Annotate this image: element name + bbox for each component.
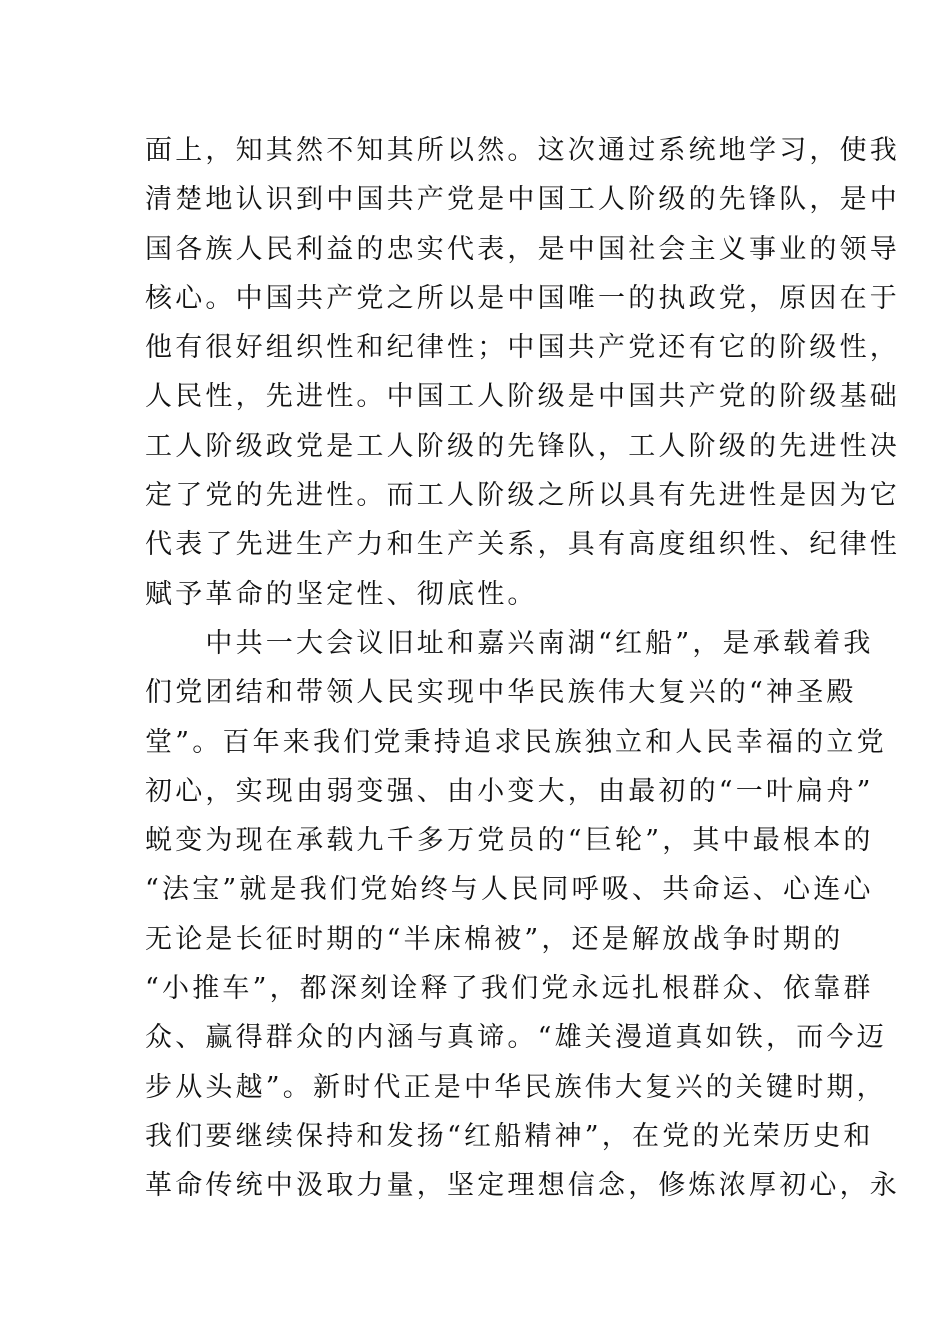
text-line: 们党团结和带领人民实现中华民族伟大复兴的“神圣殿 (145, 677, 857, 709)
text-line: “小推车”，都深刻诠释了我们党永远扎根群众、依靠群 (145, 973, 874, 1005)
text-line: “法宝”就是我们党始终与人民同呼吸、共命运、心连心 (145, 874, 874, 906)
text-line: 革命传统中汲取力量，坚定理想信念，修炼浓厚初心，永 (145, 1170, 900, 1202)
text-line: 步从头越”。新时代正是中华民族伟大复兴的关键时期， (145, 1071, 887, 1103)
text-line: 面上，知其然不知其所以然。这次通过系统地学习，使我 (145, 135, 900, 166)
text-line: 清楚地认识到中国共产党是中国工人阶级的先锋队，是中 (145, 184, 900, 216)
text-line: 人民性，先进性。中国工人阶级是中国共产党的阶级基础 (145, 381, 900, 413)
text-line: 定了党的先进性。而工人阶级之所以具有先进性是因为它 (145, 480, 900, 512)
text-line: 堂”。百年来我们党秉持追求民族独立和人民幸福的立党 (145, 726, 887, 758)
text-line: 众、赢得群众的内涵与真谛。“雄关漫道真如铁，而今迈 (145, 1022, 887, 1054)
text-line: 赋予革命的坚定性、彻底性。 (145, 578, 538, 610)
body-text (145, 126, 900, 1211)
text-line: 蜕变为现在承载九千多万党员的“巨轮”，其中最根本的 (145, 825, 874, 857)
text-line: 国各族人民利益的忠实代表，是中国社会主义事业的领导 (145, 233, 900, 265)
paragraph-start-line: 中共一大会议旧址和嘉兴南湖“红船”，是承载着我 (145, 627, 874, 659)
text-line: 核心。中国共产党之所以是中国唯一的执政党，原因在于 (145, 282, 900, 314)
text-line: 初心，实现由弱变强、由小变大，由最初的“一叶扁舟” (145, 775, 874, 807)
text-line: 他有很好组织性和纪律性；中国共产党还有它的阶级性， (145, 332, 900, 364)
text-line: 我们要继续保持和发扬“红船精神”，在党的光荣历史和 (145, 1120, 874, 1152)
text-line: 工人阶级政党是工人阶级的先锋队，工人阶级的先进性决 (145, 430, 900, 462)
text-line: 无论是长征时期的“半床棉被”，还是解放战争时期的 (145, 923, 844, 955)
text-line: 代表了先进生产力和生产关系，具有高度组织性、纪律性 (145, 529, 900, 561)
